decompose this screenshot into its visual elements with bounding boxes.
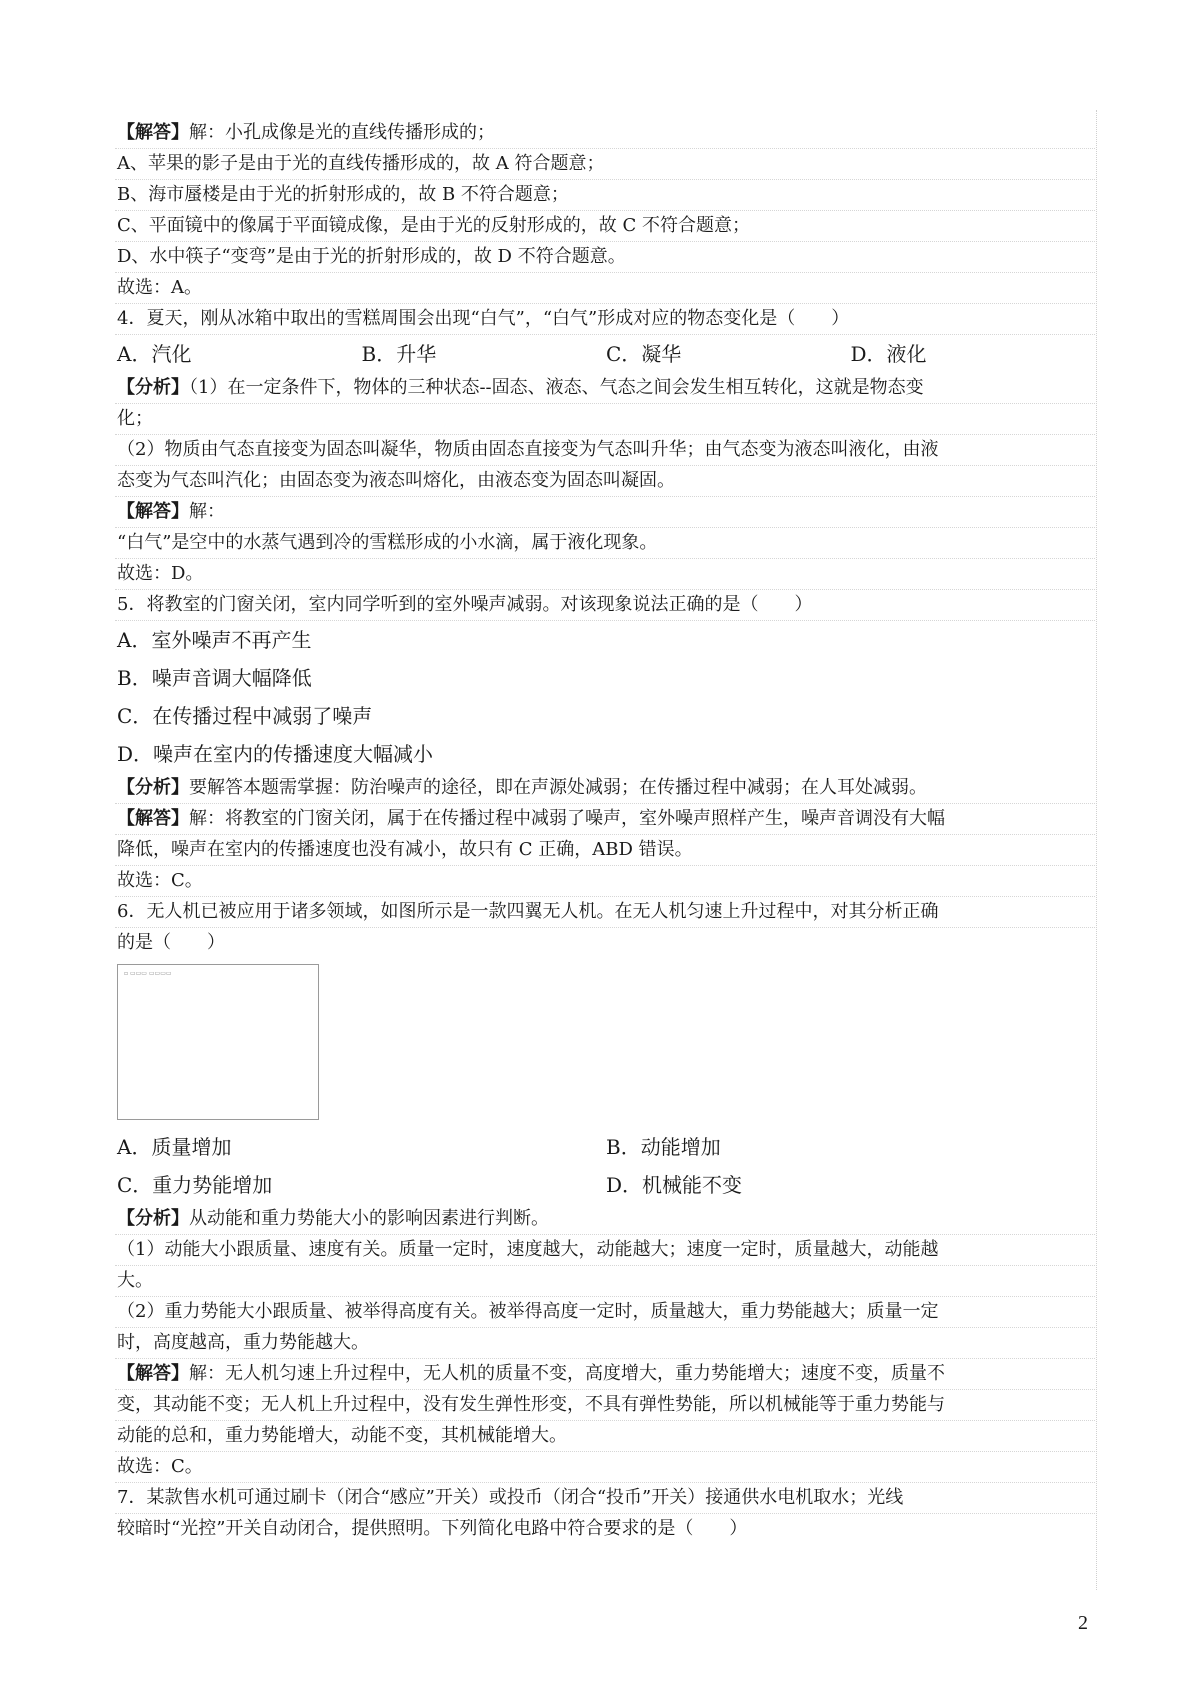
drone-figure-placeholder: [117, 964, 319, 1120]
q6-analysis-line: 时，高度越高，重力势能越大。: [115, 1328, 1095, 1359]
q4-analysis: [115, 373, 1095, 404]
q6-analysis-line: 大。: [115, 1266, 1095, 1297]
option-d: D．机械能不变: [606, 1173, 743, 1197]
figure-broken-image-icon: ▫ ▭▭▭ ▭▭▭▭: [124, 970, 172, 977]
option-a: A．质量增加: [117, 1135, 232, 1159]
answer-text: 解：无人机匀速上升过程中，无人机的质量不变，高度增大，重力势能增大；速度不变，质量不: [189, 1363, 945, 1384]
option-c: C．重力势能增加: [117, 1173, 273, 1197]
option-b: B．动能增加: [606, 1135, 721, 1159]
q5-stem: 5．将教室的门窗关闭，室内同学听到的室外噪声减弱。对该现象说法正确的是（ ）: [115, 590, 1095, 621]
page-content: [115, 118, 1095, 1544]
q7-stem: 7．某款售水机可通过刷卡（闭合“感应”开关）或投币（闭合“投币”开关）接通供水电机取水；光线: [115, 1483, 1095, 1514]
q4-options: [115, 335, 1095, 373]
q4-analysis-line: 态变为气态叫汽化；由固态变为液态叫熔化，由液态变为固态叫凝固。: [115, 466, 1095, 497]
analysis-label: 【分析】: [117, 1208, 189, 1229]
q5-answer: [115, 804, 1095, 835]
answer-label: 【解答】: [117, 501, 189, 522]
option-d: D．液化: [850, 342, 927, 366]
q6-stem: 6．无人机已被应用于诸多领域，如图所示是一款四翼无人机。在无人机匀速上升过程中，对其分析正确: [115, 897, 1095, 928]
q5-answer-line: 降低，噪声在室内的传播速度也没有减小，故只有 C 正确，ABD 错误。: [115, 835, 1095, 866]
analysis-text: 从动能和重力势能大小的影响因素进行判断。: [189, 1208, 549, 1229]
q5-choice: 故选：C。: [115, 866, 1095, 897]
q3-choice: 故选：A。: [115, 273, 1095, 304]
q4-analysis-line: 化；: [115, 404, 1095, 435]
q4-choice: 故选：D。: [115, 559, 1095, 590]
q3-answer-line: D、水中筷子“变弯”是由于光的折射形成的，故 D 不符合题意。: [115, 242, 1095, 273]
page-number: 2: [1078, 1612, 1088, 1634]
q6-analysis-line: （1）动能大小跟质量、速度有关。质量一定时，速度越大，动能越大；速度一定时，质量越大，动能越: [115, 1235, 1095, 1266]
answer-text: 解：将教室的门窗关闭，属于在传播过程中减弱了噪声，室外噪声照样产生，噪声音调没有大幅: [189, 808, 945, 829]
q6-answer-line: 变，其动能不变；无人机上升过程中，没有发生弹性形变，不具有弹性势能，所以机械能等于重力势能与: [115, 1390, 1095, 1421]
analysis-text: （1）在一定条件下，物体的三种状态--固态、液态、气态之间会发生相互转化，这就是物态变: [189, 377, 924, 398]
q5-option-a: A．室外噪声不再产生: [117, 628, 312, 652]
analysis-text: 要解答本题需掌握：防治噪声的途径，即在声源处减弱；在传播过程中减弱；在人耳处减弱。: [189, 777, 927, 798]
answer-text: 解：小孔成像是光的直线传播形成的；: [189, 122, 495, 143]
q5-option-b: B．噪声音调大幅降低: [117, 666, 312, 690]
q4-answer: [115, 497, 1095, 528]
q6-stem-line: 的是（ ）: [117, 932, 225, 953]
q5-analysis: [115, 773, 1095, 804]
margin-rule: [1096, 110, 1097, 1590]
answer-label: 【解答】: [117, 122, 189, 143]
q3-answer-line: B、海市蜃楼是由于光的折射形成的，故 B 不符合题意；: [115, 180, 1095, 211]
answer-text: 解：: [189, 501, 225, 522]
analysis-label: 【分析】: [117, 377, 189, 398]
option-b: B．升华: [361, 342, 437, 366]
q4-analysis-line: （2）物质由气态直接变为固态叫凝华，物质由固态直接变为气态叫升华；由气态变为液态叫液化，由液: [115, 435, 1095, 466]
q6-options-row-1: [115, 1128, 1095, 1166]
answer-label: 【解答】: [117, 808, 189, 829]
q4-stem: 4．夏天，刚从冰箱中取出的雪糕周围会出现“白气”，“白气”形成对应的物态变化是（ ）: [115, 304, 1095, 335]
answer-label: 【解答】: [117, 1363, 189, 1384]
q6-answer: [115, 1359, 1095, 1390]
q6-choice: 故选：C。: [115, 1452, 1095, 1483]
q7-stem-line: 较暗时“光控”开关自动闭合，提供照明。下列简化电路中符合要求的是（ ）: [117, 1518, 748, 1539]
q3-answer-line: C、平面镜中的像属于平面镜成像，是由于光的反射形成的，故 C 不符合题意；: [115, 211, 1095, 242]
q3-answer-line: A、苹果的影子是由于光的直线传播形成的，故 A 符合题意；: [115, 149, 1095, 180]
q4-answer-line: “白气”是空中的水蒸气遇到冷的雪糕形成的小水滴，属于液化现象。: [115, 528, 1095, 559]
q6-analysis: [115, 1204, 1095, 1235]
q6-answer-line: 动能的总和，重力势能增大，动能不变，其机械能增大。: [115, 1421, 1095, 1452]
q6-analysis-line: （2）重力势能大小跟质量、被举得高度有关。被举得高度一定时，质量越大，重力势能越大；质量一定: [115, 1297, 1095, 1328]
option-c: C．凝华: [606, 342, 682, 366]
q6-options-row-2: [115, 1166, 1095, 1204]
q5-option-c: C．在传播过程中减弱了噪声: [117, 704, 373, 728]
analysis-label: 【分析】: [117, 777, 189, 798]
option-a: A．汽化: [117, 342, 192, 366]
q5-option-d: D．噪声在室内的传播速度大幅减小: [117, 742, 434, 766]
q3-answer-intro: [115, 118, 1095, 149]
